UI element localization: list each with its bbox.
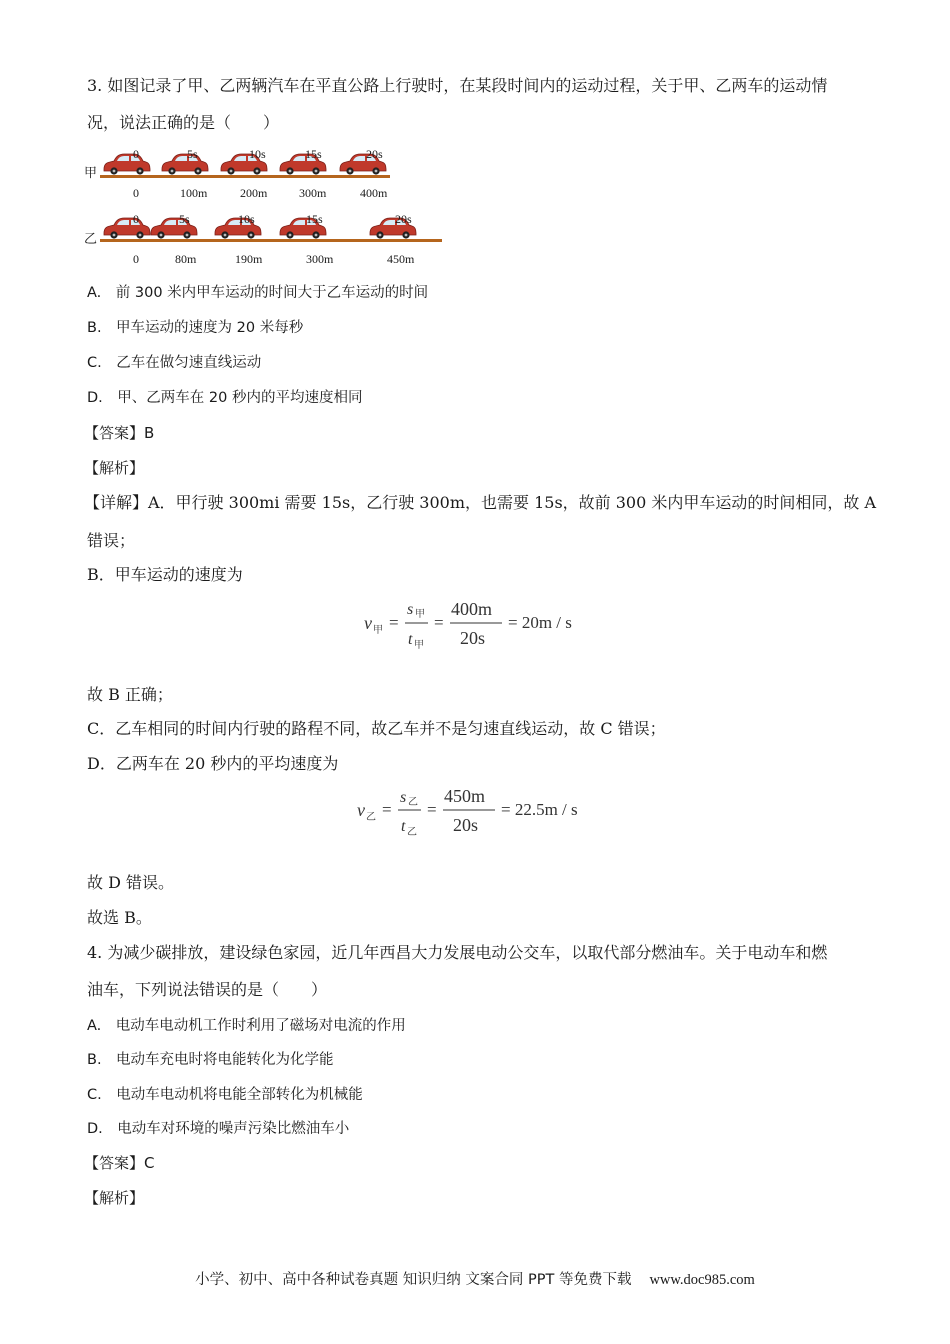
formula-car-a-speed xyxy=(362,596,602,658)
car-b-time-2: 10s xyxy=(238,212,255,226)
formula-a-result: = 20m / s xyxy=(508,613,572,632)
q3-option-a: A. 前 300 米内甲车运动的时间大于乙车运动的时间 xyxy=(87,285,429,301)
formula-b-s-sub: 乙 xyxy=(408,797,418,808)
car-b-time-1: 5s xyxy=(179,212,190,226)
formula-car-b-speed xyxy=(355,785,605,847)
formula-a-v-sub: 甲 xyxy=(373,625,383,636)
formula-a-t-sub: 甲 xyxy=(414,640,424,651)
formula-b-den: 20s xyxy=(453,815,479,835)
car-a-time-0: 0 xyxy=(133,147,139,161)
car-b-label: 乙 xyxy=(84,232,98,247)
q4-stem-line1: 4. 为减少碳排放，建设绿色家园，近几年西昌大力发展电动公交车，以取代部分燃油车。关于电动车和燃 xyxy=(87,943,828,962)
footer-text: 小学、初中、高中各种试卷真题 知识归纳 文案合同 PPT 等免费下载 xyxy=(195,1272,632,1288)
formula-b-s: s xyxy=(400,789,407,806)
formula-a-v: v xyxy=(364,613,372,633)
car-a-time-4: 20s xyxy=(366,147,383,161)
q3-analysis-heading: 【解析】 xyxy=(84,459,145,477)
formula-b-t-sub: 乙 xyxy=(407,827,417,838)
car-a-dist-1: 100m xyxy=(180,186,208,200)
q3-stem-line1: 3. 如图记录了甲、乙两辆汽车在平直公路上行驶时，在某段时间内的运动过程，关于甲、乙两车的运动情 xyxy=(87,76,828,95)
q3-b-correct: 故 B 正确； xyxy=(87,685,173,704)
car-b-time-3: 15s xyxy=(306,212,323,226)
formula-a-s-sub: 甲 xyxy=(415,609,425,620)
q4-option-c: C. 电动车电动机将电能全部转化为机械能 xyxy=(87,1087,363,1103)
formula-a-den: 20s xyxy=(460,628,486,648)
car-a-time-3: 15s xyxy=(305,147,322,161)
formula-a-eq1: = xyxy=(389,613,399,632)
formula-b-v: v xyxy=(357,800,365,820)
car-b-5s xyxy=(151,218,197,239)
car-b-time-4: 20s xyxy=(395,212,412,226)
car-b-dist-2: 190m xyxy=(235,252,263,266)
road-a xyxy=(100,175,390,178)
q3-d-wrong: 故 D 错误。 xyxy=(87,873,175,892)
car-b-0 xyxy=(104,218,150,239)
q4-option-a: A. 电动车电动机工作时利用了磁场对电流的作用 xyxy=(87,1018,406,1034)
car-b-dist-0: 0 xyxy=(133,252,139,266)
q3-detail-a-line1: 【详解】A．甲行驶 300mi 需要 15s，乙行驶 300m，也需要 15s，故前 300 米内甲车运动的时间相同，故 A xyxy=(84,493,877,512)
q3-choose: 故选 B。 xyxy=(87,908,152,927)
car-a-dist-4: 400m xyxy=(360,186,388,200)
car-a-time-1: 5s xyxy=(187,147,198,161)
car-a-5s xyxy=(162,154,208,175)
motion-diagram xyxy=(84,144,454,270)
road-b xyxy=(100,239,442,242)
formula-a-eq2: = xyxy=(434,613,444,632)
q3-detail-c: C．乙车相同的时间内行驶的路程不同，故乙车并不是匀速直线运动，故 C 错误； xyxy=(87,719,666,738)
car-a-dist-0: 0 xyxy=(133,186,139,200)
q3-option-b: B. 甲车运动的速度为 20 米每秒 xyxy=(87,320,304,336)
q3-option-d: D. 甲、乙两车在 20 秒内的平均速度相同 xyxy=(87,390,363,406)
car-a-dist-2: 200m xyxy=(240,186,268,200)
q3-detail-a-line2: 错误； xyxy=(87,531,136,550)
q4-stem-line2: 油车，下列说法错误的是（ ） xyxy=(87,980,328,999)
car-a-label: 甲 xyxy=(84,166,98,181)
formula-b-result: = 22.5m / s xyxy=(501,800,578,819)
q4-answer: 【答案】C xyxy=(84,1154,155,1172)
q3-detail-d: D．乙两车在 20 秒内的平均速度为 xyxy=(87,754,339,773)
car-a-0 xyxy=(104,154,150,175)
footer-url[interactable]: www.doc985.com xyxy=(649,1272,755,1288)
q3-answer: 【答案】B xyxy=(84,424,155,442)
car-a-dist-3: 300m xyxy=(299,186,327,200)
car-b-dist-4: 450m xyxy=(387,252,415,266)
formula-b-v-sub: 乙 xyxy=(366,812,376,823)
formula-a-t: t xyxy=(408,631,413,648)
formula-b-num: 450m xyxy=(444,786,486,806)
page-footer xyxy=(0,1268,950,1289)
q4-option-b: B. 电动车充电时将电能转化为化学能 xyxy=(87,1052,334,1068)
formula-a-num: 400m xyxy=(451,599,493,619)
formula-b-eq2: = xyxy=(427,800,437,819)
q3-detail-b: B．甲车运动的速度为 xyxy=(87,565,243,584)
q3-stem-line2: 况，说法正确的是（ ） xyxy=(87,113,280,132)
car-b-time-0: 0 xyxy=(133,212,139,226)
formula-b-eq1: = xyxy=(382,800,392,819)
formula-a-s: s xyxy=(407,601,414,618)
car-b-dist-1: 80m xyxy=(175,252,197,266)
q4-option-d: D. 电动车对环境的噪声污染比燃油车小 xyxy=(87,1121,350,1137)
car-b-dist-3: 300m xyxy=(306,252,334,266)
car-a-time-2: 10s xyxy=(249,147,266,161)
q3-option-c: C. 乙车在做匀速直线运动 xyxy=(87,355,262,371)
q4-analysis-heading: 【解析】 xyxy=(84,1189,145,1207)
formula-b-t: t xyxy=(401,818,406,835)
